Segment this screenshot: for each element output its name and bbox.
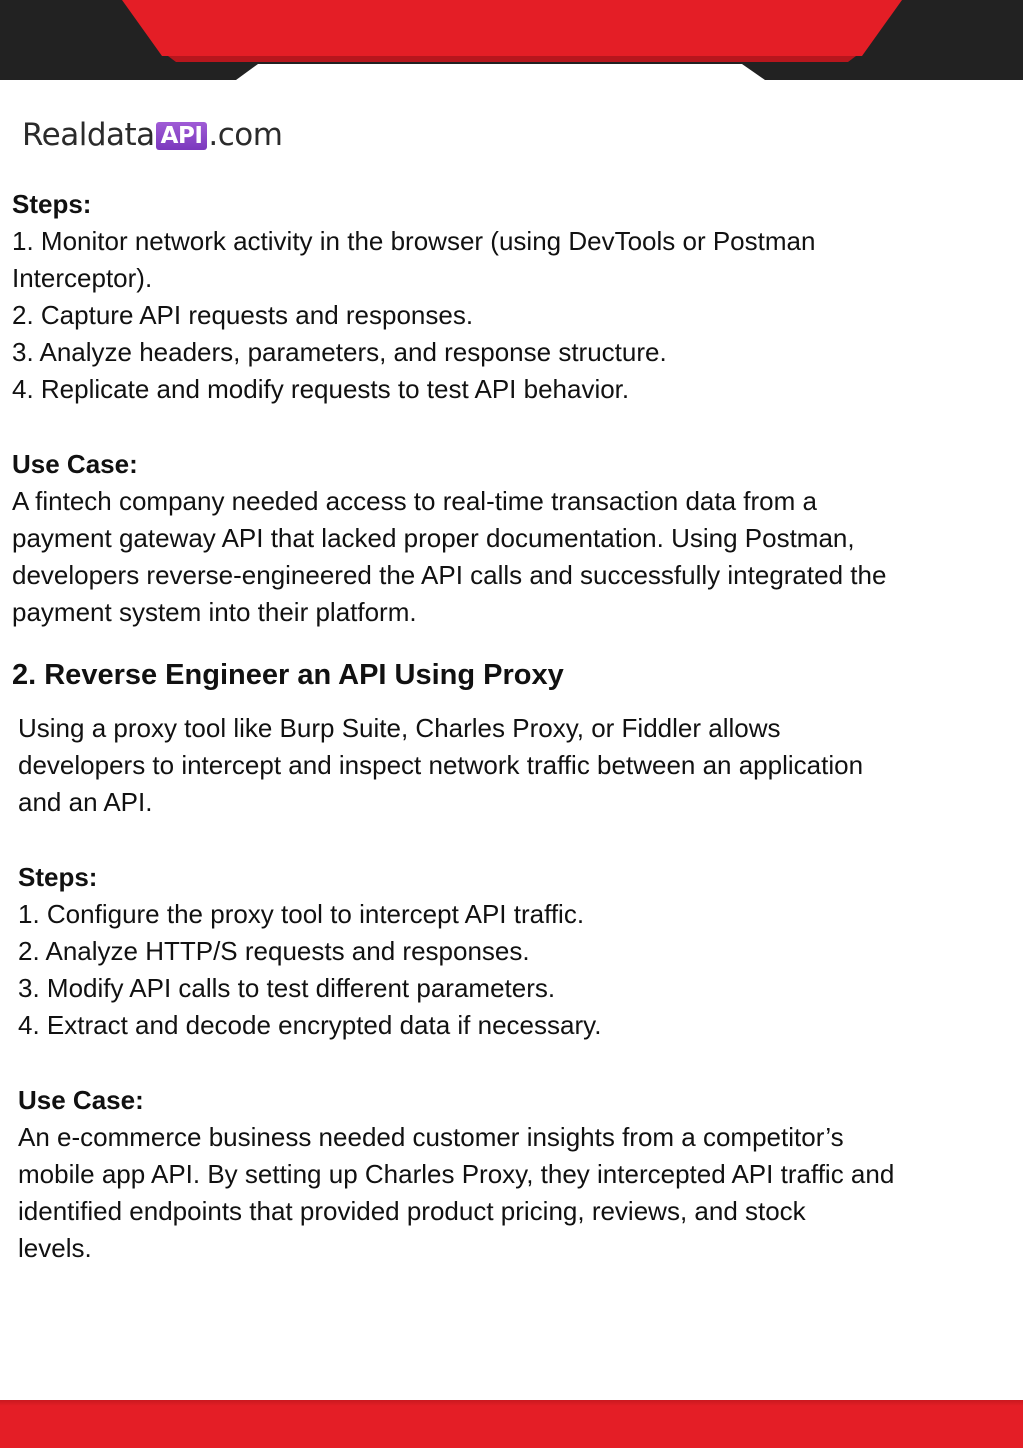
step-item: 4. Extract and decode encrypted data if necessary. [18,1010,602,1040]
steps-label: Steps: [18,862,98,892]
step-item: 2. Capture API requests and responses. [12,300,474,330]
intro-line: Using a proxy tool like Burp Suite, Charles Proxy, or Fiddler allows [18,713,781,743]
step-item: Interceptor). [12,263,153,293]
use-case-line: identified endpoints that provided product pricing, reviews, and stock [18,1196,806,1226]
use-case-line: payment system into their platform. [12,597,417,627]
intro-line: developers to intercept and inspect network traffic between an application [18,750,864,780]
use-case-label: Use Case: [12,449,138,479]
step-item: 1. Configure the proxy tool to intercept API traffic. [18,899,585,929]
bottom-bar [0,1400,1023,1448]
step-item: 4. Replicate and modify requests to test API behavior. [12,374,630,404]
brand-logo [22,112,282,158]
use-case-line: developers reverse-engineered the API calls and successfully integrated the [12,560,887,590]
intro-line: and an API. [18,787,153,817]
bottom-bar-shade [0,1400,1023,1406]
logo-text-suffix: .com [208,117,283,153]
step-item: 1. Monitor network activity in the browser (using DevTools or Postman [12,226,816,256]
use-case-line: mobile app API. By setting up Charles Proxy, they intercepted API traffic and [18,1159,895,1189]
use-case-line: levels. [18,1233,92,1263]
steps-label: Steps: [12,189,92,219]
use-case-line: A fintech company needed access to real-time transaction data from a [12,486,817,516]
step-item: 3. Analyze headers, parameters, and response structure. [12,337,667,367]
use-case-line: payment gateway API that lacked proper documentation. Using Postman, [12,523,855,553]
step-item: 3. Modify API calls to test different parameters. [18,973,556,1003]
section-heading: 2. Reverse Engineer an API Using Proxy [12,659,564,691]
logo-text-prefix: Realdata [22,117,155,153]
step-item: 2. Analyze HTTP/S requests and responses. [18,936,530,966]
use-case-label: Use Case: [18,1085,144,1115]
logo-api-badge: API [156,122,208,150]
top-banner [0,0,1023,84]
use-case-line: An e-commerce business needed customer insights from a competitor’s [18,1122,844,1152]
